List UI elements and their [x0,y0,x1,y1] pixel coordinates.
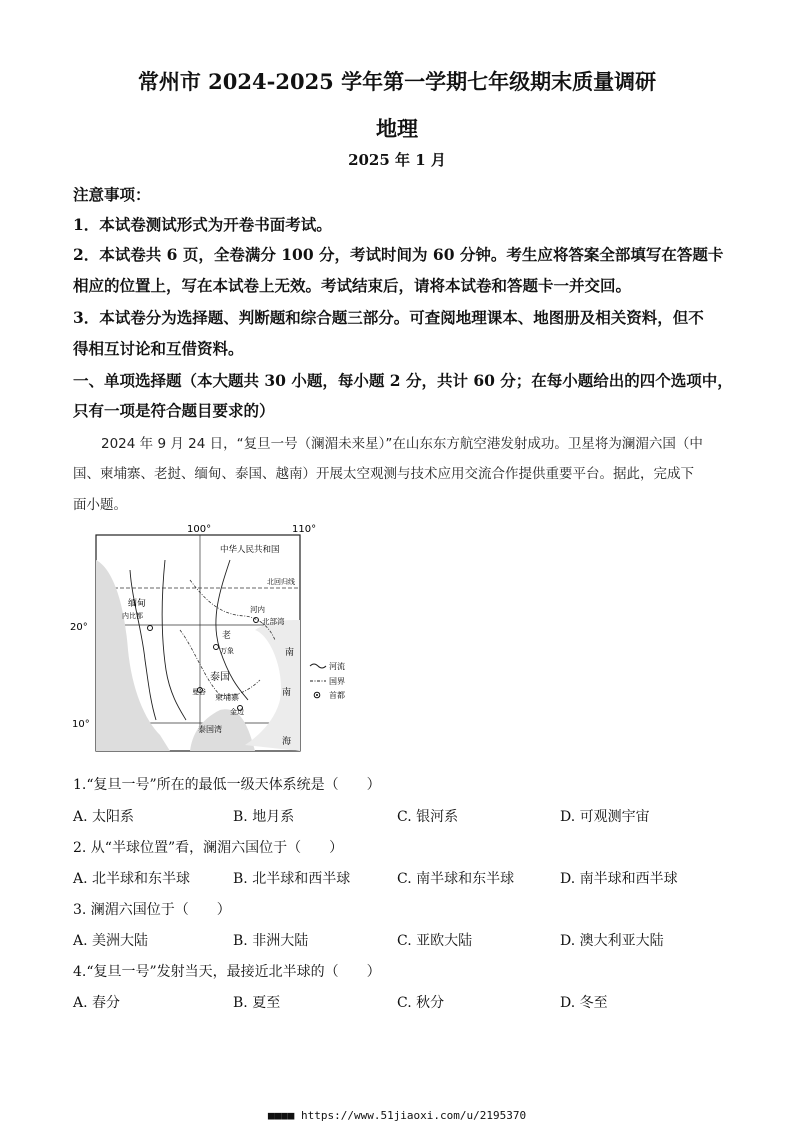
map-label-south-2: 南 [282,688,292,698]
map-label-cambodia: 柬埔寨 [215,693,239,702]
question-2-stem: 2. 从“半球位置”看，澜湄六国位于（ ） [73,840,344,856]
passage-line-2: 国、柬埔寨、老挝、缅甸、泰国、越南）开展太空观测与技术应用交流合作提供重要平台。据此，完成下 [73,466,694,482]
map-label-south-1: 南 [285,648,295,658]
map-label-laos: 老 [222,631,232,641]
question-2-option-d: D. 南半球和西半球 [560,871,678,887]
question-3-option-b: B. 非洲大陆 [233,933,309,949]
passage-line-1: 2024 年 9 月 24 日，“复旦一号（澜湄未来星）”在山东东方航空港发射成功。卫星将为澜湄六国（中 [101,436,703,452]
footer-link[interactable]: ■■■■ https://www.51jiaoxi.com/u/2195370 [267,1109,527,1122]
legend-river-icon [310,664,326,668]
question-3-option-c: C. 亚欧大陆 [397,933,473,949]
salween-river [162,560,186,720]
page-title: 常州市 2024-2025 学年第一学期七年级期末质量调研 [137,69,657,94]
question-4-option-c: C. 秋分 [397,995,445,1011]
notice-item-3-line-1: 3．本试卷分为选择题、判断题和综合题三部分。可查阅地理课本、地图册及相关资料，但不 [73,308,704,327]
map-label-beibu: 北部湾 [262,617,285,626]
map-label-burma: 缅甸 [128,599,147,609]
section-heading-line-1: 一、单项选择题（本大题共 30 小题，每小题 2 分，共计 60 分；在每小题给出的四个选项中， [73,371,733,390]
capital-vientiane [214,645,219,650]
lancang-mekong-map [70,520,360,760]
map-label-tropic: 北回归线 [267,578,295,586]
legend-capital-label: 首都 [329,691,345,700]
question-1-option-d: D. 可观测宇宙 [560,809,650,825]
map-label-naypyidaw: 内比都 [122,612,143,620]
map-label-hanoi: 河内 [250,605,265,614]
map-label-vientiane: 万象 [220,647,234,655]
legend-border-label: 国界 [329,677,345,686]
notice-item-3-line-2: 得相互讨论和互借资料。 [73,339,244,358]
map-lon-110: 110° [292,524,317,535]
question-1-option-a: A. 太阳系 [73,809,135,825]
question-1-option-b: B. 地月系 [233,809,295,825]
map-label-gulf: 泰国湾 [198,725,222,734]
exam-date: 2025 年 1 月 [348,151,446,169]
subject-title: 地理 [376,116,418,141]
map-label-bangkok: 曼谷 [192,688,206,696]
notice-item-2-line-1: 2．本试卷共 6 页，全卷满分 100 分，考试时间为 60 分钟。考生应将答案全部填写在答题卡 [73,245,724,264]
map-lat-20: 20° [70,622,88,633]
capital-naypyidaw [148,626,153,631]
question-1-option-c: C. 银河系 [397,809,459,825]
map-lon-100: 100° [187,524,212,535]
question-4-stem: 4.“复旦一号”发射当天，最接近北半球的（ ） [73,964,381,980]
notice-item-1: 1．本试卷测试形式为开卷书面考试。 [73,215,332,234]
question-3-option-a: A. 美洲大陆 [73,933,149,949]
notice-heading: 注意事项： [73,185,151,204]
andaman-sea [96,560,170,751]
passage-line-3: 面小题。 [73,497,127,513]
legend-capital-dot [316,694,318,696]
map-label-china: 中华人民共和国 [220,545,280,555]
question-2-option-b: B. 北半球和西半球 [233,871,351,887]
notice-item-2-line-2: 相应的位置上，写在本试卷上无效。考试结束后，请将本试卷和答题卡一并交回。 [73,276,632,295]
question-3-stem: 3. 澜湄六国位于（ ） [73,902,231,918]
section-heading-line-2: 只有一项是符合题目要求的） [73,401,275,420]
question-4-option-b: B. 夏至 [233,995,281,1011]
map-lat-10: 10° [72,719,90,730]
map-label-sea: 海 [282,737,292,747]
map-label-phnompenh: 金边 [230,708,244,716]
legend-river-label: 河流 [329,662,345,671]
question-4-option-a: A. 春分 [73,995,121,1011]
question-2-option-c: C. 南半球和东半球 [397,871,515,887]
border-thailand-cambodia [180,630,260,696]
question-1-stem: 1.“复旦一号”所在的最低一级天体系统是（ ） [73,777,381,793]
question-3-option-d: D. 澳大利亚大陆 [560,933,664,949]
question-2-option-a: A. 北半球和东半球 [73,871,191,887]
map-label-thailand: 泰国 [210,672,230,683]
question-4-option-d: D. 冬至 [560,995,608,1011]
